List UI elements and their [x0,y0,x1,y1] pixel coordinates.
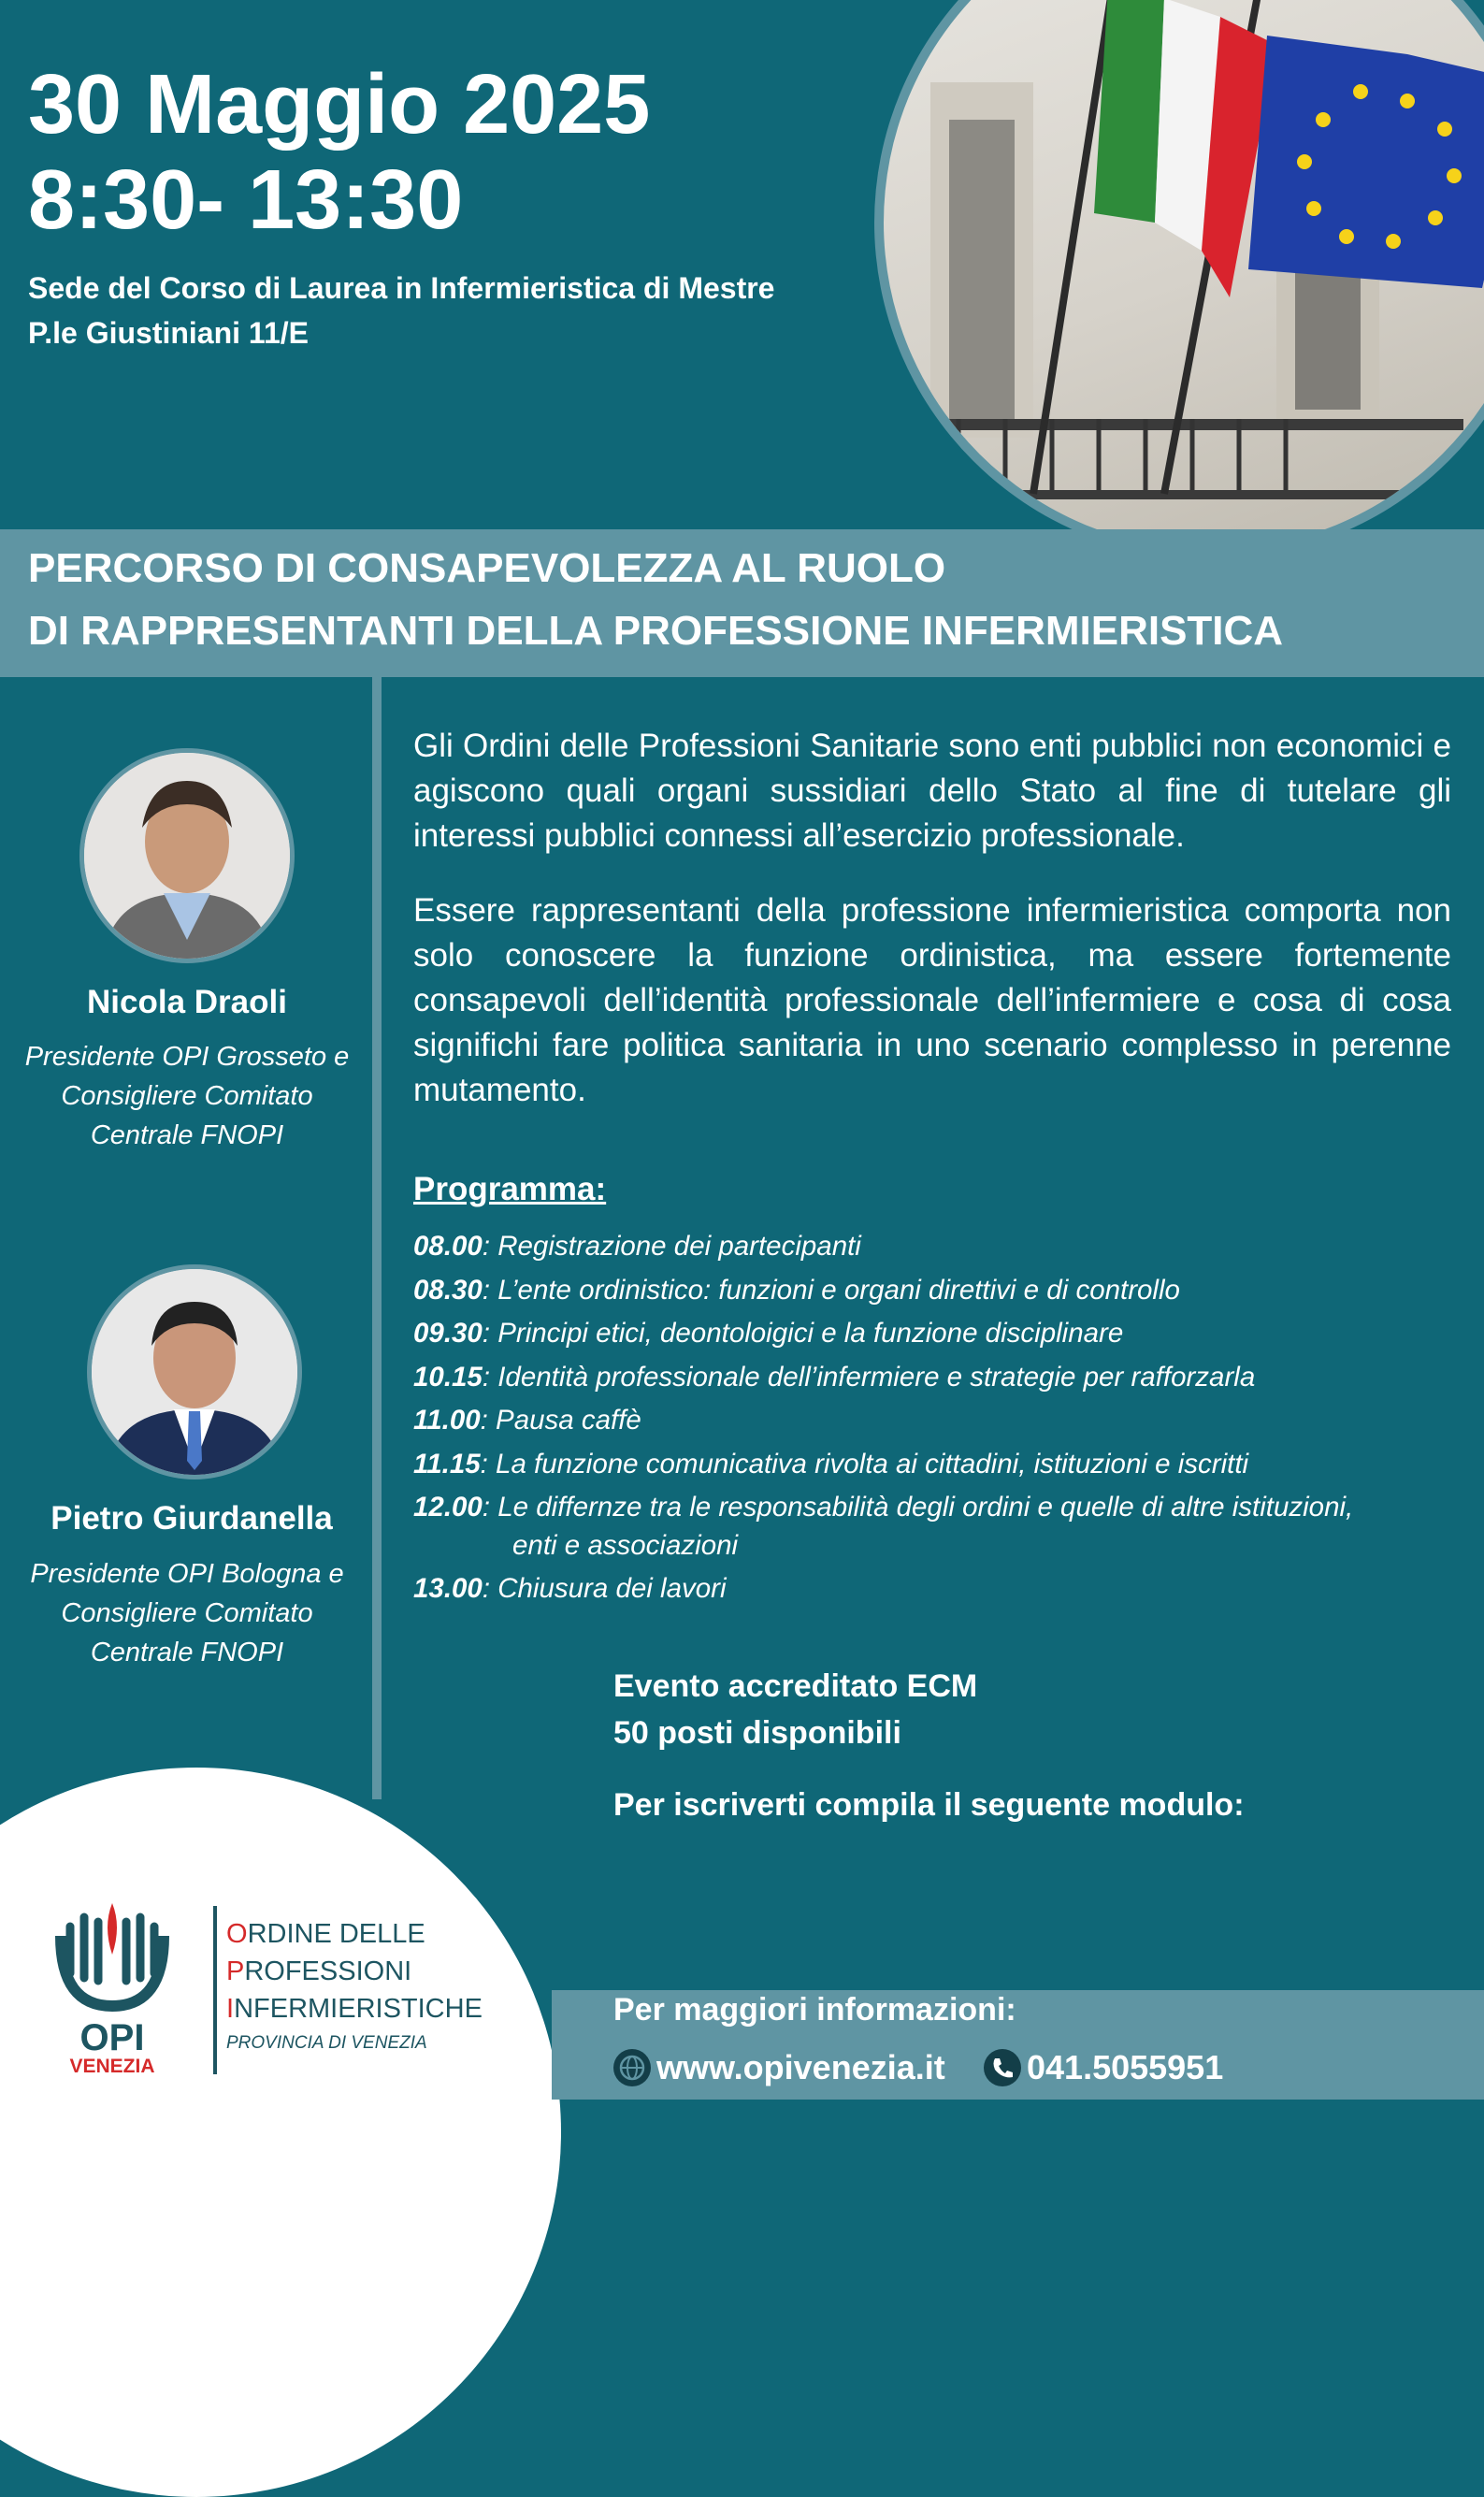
programma-item-time: 10.15 [413,1362,483,1393]
course-title-line-1: PERCORSO DI CONSAPEVOLEZZA AL RUOLO [28,545,946,591]
org-name-line-2 [226,1953,483,1990]
speaker-1-avatar-ring [79,748,295,963]
speaker-1-role-line: Presidente OPI Grosseto e [24,1042,350,1072]
speaker-1-avatar [84,753,290,959]
speaker-1-name: Nicola Draoli [87,984,287,1020]
programma-item-time: 13.00 [413,1573,483,1604]
programma-item-text: : Pausa caffè [480,1405,641,1436]
org-initial: I [226,1994,235,2024]
programma-item-time: 08.00 [413,1231,483,1262]
programma-item-text: : Identità professionale dell’infermiere e strategie per rafforzarla [482,1362,1256,1393]
org-rest: NFERMIERISTICHE [234,1994,483,2024]
programma-item [413,1225,861,1268]
programma-item-time: 12.00 [413,1492,483,1523]
info-heading: Per maggiori informazioni: [613,1992,1016,2028]
programma-item [413,1312,1123,1355]
programma-item-time: 11.00 [413,1405,481,1436]
speaker-1-role [0,1037,374,1155]
opi-hands-icon [42,1898,182,2020]
speaker-2-role [0,1554,374,1672]
programma-item-text: : Principi etici, deontoloigici e la funzione disciplinare [482,1318,1124,1349]
ecm-accreditation: Evento accreditato ECM [613,1668,978,1704]
intro-paragraph-1: Gli Ordini delle Professioni Sanitarie sono enti pubblici non economici e agiscono quali organi sussidiari dello Stato al fine di tutelare gli interessi pubblici connessi all’esercizio professionale. [413,728,1451,854]
org-name [226,1915,483,2054]
course-title-line-2: DI RAPPRESENTANTI DELLA PROFESSIONE INFERMIERISTICA [28,608,1284,654]
opi-city: VENEZIA [69,2056,155,2077]
programma-item-time: 08.30 [413,1275,483,1306]
italy-eu-flags-illustration [884,0,1484,550]
programma-item-text: : Registrazione dei partecipanti [482,1231,861,1262]
speaker-2-avatar [92,1269,297,1475]
logo-divider [213,1906,217,2074]
event-date: 30 Maggio 2025 [28,58,651,152]
org-rest: RDINE DELLE [247,1919,425,1949]
logo-circle [0,1768,561,2497]
available-seats: 50 posti disponibili [613,1715,901,1751]
programma-item [413,1399,641,1442]
org-rest: ROFESSIONI [244,1956,412,1986]
org-initial: O [226,1919,248,1949]
website-link[interactable] [613,2048,945,2087]
programma-heading: Programma: [413,1171,607,1207]
speaker-2-role-line: Centrale FNOPI [90,1638,284,1667]
event-time: 8:30- 13:30 [28,153,464,247]
programma-item-text: : L’ente ordinistico: funzioni e organi direttivi e di controllo [482,1275,1180,1306]
flags-photo [884,0,1484,550]
speaker-2-role-line: Presidente OPI Bologna e [30,1559,344,1589]
venue-line-1: Sede del Corso di Laurea in Infermieristica di Mestre [28,271,775,305]
org-name-line-3 [226,1990,483,2028]
phone-icon [984,2049,1021,2086]
phone-text: 041.5055951 [1027,2048,1224,2086]
venue-line-2: P.le Giustiniani 11/E [28,316,309,350]
programma-item-text: : Chiusura dei lavori [482,1573,727,1604]
speaker-2-role-line: Consigliere Comitato [61,1598,313,1628]
speaker-1-role-line: Centrale FNOPI [90,1120,284,1150]
intro-paragraph-2: Essere rappresentanti della professione infermieristica comporta non solo conoscere la funzione ordinistica, ma essere fortemente consapevoli dell’identità professionale dell’infermiere e cosa di cosa significhi fare politica sanitaria in uno scenario complesso in perenne mutamento. [413,892,1451,1108]
programma-item-time: 09.30 [413,1318,483,1349]
programma-item-continuation: enti e associazioni [512,1530,739,1561]
person-portrait-icon [92,1269,297,1475]
programma-item [413,1486,1353,1529]
speaker-2-name: Pietro Giurdanella [50,1500,333,1537]
flags-photo-frame [874,0,1484,559]
programma-item-text: : La funzione comunicativa rivolta ai cittadini, istituzioni e iscritti [480,1449,1249,1479]
opi-acronym: OPI [79,2017,145,2058]
programma-item [413,1269,1180,1312]
org-initial: P [226,1956,245,1986]
speaker-1-role-line: Consigliere Comitato [61,1081,313,1111]
opi-logo [42,1898,182,2086]
globe-icon [613,2049,651,2086]
programma-item-text: : Le differnze tra le responsabilità degli ordini e quelle di altre istituzioni, [482,1492,1354,1523]
org-province: PROVINCIA DI VENEZIA [226,2033,427,2053]
programma-item-time: 11.15 [413,1449,481,1479]
website-text: www.opivenezia.it [656,2048,945,2086]
programma-item [413,1567,727,1610]
person-portrait-icon [84,753,290,959]
programma-item [413,1443,1248,1486]
programma-item [413,1356,1255,1399]
speaker-2-avatar-ring [87,1264,302,1479]
phone-link[interactable] [984,2048,1223,2087]
org-name-line-1 [226,1915,483,1953]
registration-cta[interactable]: Per iscriverti compila il seguente modulo: [613,1787,1245,1823]
